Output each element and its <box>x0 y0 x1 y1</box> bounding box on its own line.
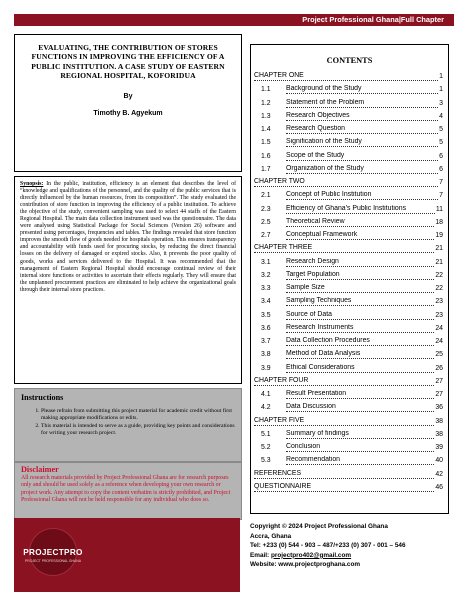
instructions-box <box>14 388 242 462</box>
toc-entry-label: Scope of the Study <box>286 152 438 161</box>
logo-text: PROJECTPRO <box>23 548 83 557</box>
toc-section-entry[interactable] <box>251 229 448 242</box>
toc-entry-number: 2.7 <box>261 232 271 240</box>
toc-entry-number: 3.1 <box>261 258 271 266</box>
toc-section-entry[interactable] <box>251 269 448 282</box>
toc-entry-label: REFERENCES <box>254 470 434 479</box>
toc-entry-page: 7 <box>439 192 443 200</box>
website-text[interactable]: Website: www.projectproghana.com <box>250 561 361 569</box>
toc-entry-number: 4.1 <box>261 391 271 399</box>
toc-entry-page: 5 <box>439 139 443 147</box>
logo-subtext: PROJECT PROFESSIONAL GHANA <box>25 559 81 563</box>
toc-section-entry[interactable] <box>251 309 448 322</box>
toc-entry-number: 1.3 <box>261 112 271 120</box>
project-title: EVALUATING, THE CONTRIBUTION OF STORES FUNCTIONS IN IMPROVING THE EFFICIENCY OF A PUBLIC INSTITUTION. A CASE STUDY OF EASTERN REGIONAL HOSPITAL, KOFORIDUA <box>31 43 225 81</box>
toc-chapter-entry[interactable] <box>251 415 448 428</box>
toc-entry-page: 21 <box>435 245 443 253</box>
toc-section-entry[interactable] <box>251 136 448 149</box>
toc-entry-number: 5.1 <box>261 430 271 438</box>
toc-entry-number: 1.5 <box>261 139 271 147</box>
toc-section-entry[interactable] <box>251 216 448 229</box>
toc-entry-page: 6 <box>439 152 443 160</box>
brand-logo <box>14 518 240 592</box>
toc-entry-number: 4.2 <box>261 404 271 412</box>
toc-entry-number: 3.2 <box>261 271 271 279</box>
toc-entry-label: Organization of the Study <box>286 165 438 174</box>
toc-entry-label: Source of Data <box>286 311 434 320</box>
toc-section-entry[interactable] <box>251 203 448 216</box>
toc-entry-number: 3.3 <box>261 285 271 293</box>
toc-section-entry[interactable] <box>251 83 448 96</box>
toc-entry-number: 3.4 <box>261 298 271 306</box>
synopsis-box <box>14 176 242 384</box>
toc-entry-page: 23 <box>435 311 443 319</box>
synopsis-text: In the public, institution, efficiency is an element that describes the level of “knowledge and qualifications of the personnel, and the quality of the public services that is directly influenced by the human resources, from its composition”. The study evaluated the contribution of store function in improving the efficiency of a public institution. To achieve the objective of the study, convenient sampling was used to select 44 staffs of the Eastern Regional Hospital. The main data collection instrument used was the questionnaire. The data were analysed using Statistical Package for Social Sciences (Version 26) software and presented using percentages, frequencies and tables. The findings revealed that store function improves the smooth flow of goods needed for hospitals operation. This ensures transparency and accountability with funds used for procuring stocks, by reducing the direct financial losses on the delivery of damaged or expired stocks. Also, it prevents the poor quality of goods, works and services delivered to the Hospital. It was recommended that the management of Eastern Regional Hospital should encourage continual review of their internal store functions or activities to ascertain their effects regularly. They will ensure that the unplanned procurement practices are eliminated to help achieve the organizational goals through their internal store practices. <box>20 181 236 293</box>
toc-entry-number: 2.3 <box>261 205 271 213</box>
toc-list <box>251 70 448 494</box>
disclaimer-heading: Disclaimer <box>21 465 59 474</box>
toc-section-entry[interactable] <box>251 428 448 441</box>
toc-entry-number: 2.5 <box>261 218 271 226</box>
by-label: By <box>123 92 133 100</box>
toc-section-entry[interactable] <box>251 97 448 110</box>
toc-entry-label: Signification of the Study <box>286 138 438 147</box>
toc-entry-number: 3.5 <box>261 311 271 319</box>
toc-entry-number: 5.3 <box>261 457 271 465</box>
toc-chapter-entry[interactable] <box>251 176 448 189</box>
toc-chapter-entry[interactable] <box>251 242 448 255</box>
toc-entry-number: 1.1 <box>261 86 271 94</box>
toc-entry-number: 1.7 <box>261 165 271 173</box>
toc-entry-label: Research Question <box>286 125 438 134</box>
toc-entry-page: 27 <box>435 377 443 385</box>
toc-entry-label: Research Objectives <box>286 112 438 121</box>
toc-entry-number: 5.2 <box>261 444 271 452</box>
toc-entry-page: 18 <box>435 218 443 226</box>
header-bar <box>14 14 454 26</box>
toc-section-entry[interactable] <box>251 441 448 454</box>
toc-entry-page: 27 <box>435 391 443 399</box>
instructions-heading: Instructions <box>21 393 64 402</box>
toc-section-entry[interactable] <box>251 150 448 163</box>
toc-entry-label: Data Discussion <box>286 403 434 412</box>
toc-section-entry[interactable] <box>251 335 448 348</box>
toc-entry-label: Sample Size <box>286 284 434 293</box>
toc-entry-label: Efficiency of Ghana’s Public Institutions <box>286 205 435 214</box>
contents-heading: CONTENTS <box>326 56 373 65</box>
toc-entry-number: 3.7 <box>261 338 271 346</box>
toc-entry-label: QUESTIONNAIRE <box>254 483 434 492</box>
toc-entry-label: Research Instruments <box>286 324 434 333</box>
toc-entry-label: Conclusion <box>286 443 434 452</box>
location-text: Accra, Ghana <box>250 532 292 540</box>
toc-entry-number: 1.4 <box>261 126 271 134</box>
toc-section-entry[interactable] <box>251 388 448 401</box>
toc-entry-page: 4 <box>439 112 443 120</box>
toc-entry-label: Method of Data Analysis <box>286 350 434 359</box>
toc-entry-page: 38 <box>435 430 443 438</box>
header-text: Project Professional Ghana|Full Chapter <box>302 15 444 24</box>
toc-entry-label: Sampling Techniques <box>286 297 434 306</box>
phone-text: Tel: +233 (0) 544 - 903 – 487/+233 (0) 307 - 001 – 546 <box>250 542 406 550</box>
toc-entry-label: Recommendation <box>286 456 434 465</box>
toc-section-entry[interactable] <box>251 163 448 176</box>
toc-entry-label: CHAPTER TWO <box>254 178 438 187</box>
title-box <box>14 34 242 172</box>
toc-chapter-entry[interactable] <box>251 375 448 388</box>
toc-section-entry[interactable] <box>251 189 448 202</box>
toc-section-entry[interactable] <box>251 110 448 123</box>
toc-entry-label: Conceptual Framework <box>286 231 434 240</box>
toc-entry-page: 22 <box>435 271 443 279</box>
toc-entry-page: 1 <box>439 86 443 94</box>
toc-entry-page: 7 <box>439 179 443 187</box>
toc-entry-page: 25 <box>435 351 443 359</box>
toc-section-entry[interactable] <box>251 362 448 375</box>
toc-entry-number: 2.1 <box>261 192 271 200</box>
toc-entry-label: CHAPTER FOUR <box>254 377 434 386</box>
toc-entry-page: 26 <box>435 364 443 372</box>
toc-chapter-entry[interactable] <box>251 481 448 494</box>
toc-entry-page: 40 <box>435 457 443 465</box>
toc-section-entry[interactable] <box>251 256 448 269</box>
toc-chapter-entry[interactable] <box>251 70 448 83</box>
table-of-contents <box>250 44 449 514</box>
toc-section-entry[interactable] <box>251 322 448 335</box>
toc-entry-page: 38 <box>435 417 443 425</box>
toc-entry-page: 3 <box>439 99 443 107</box>
toc-entry-label: CHAPTER FIVE <box>254 417 434 426</box>
disclaimer-text: All research materials provided by Project Professional Ghana are for research purposes only and should be used solely as a reference when developing your own research or project work. Any attempt to copy the content verbatim is strictly prohibited, and Project Professional Ghana will not be held responsible for any individual who does so. <box>21 475 231 503</box>
toc-entry-page: 24 <box>435 338 443 346</box>
toc-entry-page: 23 <box>435 298 443 306</box>
toc-entry-page: 36 <box>435 404 443 412</box>
toc-entry-label: Statement of the Problem <box>286 99 438 108</box>
instructions-list <box>21 408 235 437</box>
toc-entry-page: 21 <box>435 258 443 266</box>
toc-entry-number: 1.6 <box>261 152 271 160</box>
contact-info <box>250 522 460 570</box>
toc-entry-page: 19 <box>435 232 443 240</box>
toc-entry-label: Research Design <box>286 258 434 267</box>
toc-entry-label: Background of the Study <box>286 85 438 94</box>
toc-section-entry[interactable] <box>251 348 448 361</box>
toc-entry-label: CHAPTER THREE <box>254 244 434 253</box>
synopsis-label: Synopsis: <box>20 181 44 187</box>
email-label: Email: <box>250 551 271 559</box>
toc-section-entry[interactable] <box>251 454 448 467</box>
toc-entry-label: Ethical Considerations <box>286 364 434 373</box>
instruction-item: 1. Please refrain from submitting this project material for academic credit without first making appropriate modifications or edits. <box>41 408 235 422</box>
toc-section-entry[interactable] <box>251 295 448 308</box>
toc-entry-label: Data Collection Procedures <box>286 337 434 346</box>
toc-entry-page: 46 <box>435 483 443 491</box>
toc-section-entry[interactable] <box>251 123 448 136</box>
toc-section-entry[interactable] <box>251 401 448 414</box>
toc-entry-page: 11 <box>435 205 443 213</box>
toc-entry-page: 22 <box>435 285 443 293</box>
email-line <box>250 551 460 561</box>
author-name: Timothy B. Agyekum <box>93 109 163 117</box>
toc-entry-label: Summary of findings <box>286 430 434 439</box>
toc-entry-label: CHAPTER ONE <box>254 72 438 81</box>
toc-entry-page: 42 <box>435 470 443 478</box>
toc-entry-number: 3.9 <box>261 364 271 372</box>
toc-entry-label: Theoretical Review <box>286 218 434 227</box>
toc-section-entry[interactable] <box>251 282 448 295</box>
toc-entry-number: 3.6 <box>261 324 271 332</box>
toc-chapter-entry[interactable] <box>251 468 448 481</box>
toc-entry-label: Target Population <box>286 271 434 280</box>
toc-entry-page: 39 <box>435 444 443 452</box>
toc-entry-page: 6 <box>439 165 443 173</box>
toc-entry-label: Result Presentation <box>286 390 434 399</box>
toc-entry-number: 3.8 <box>261 351 271 359</box>
email-link[interactable]: projectpro402@gmail.com <box>270 551 352 559</box>
toc-entry-label: Concept of Public Institution <box>286 191 438 200</box>
toc-entry-page: 5 <box>439 126 443 134</box>
toc-entry-number: 1.2 <box>261 99 271 107</box>
instruction-item: 2. This material is intended to serve as a guide, providing key points and considerations for writing your research project. <box>41 423 235 437</box>
copyright-text: Copyright © 2024 Project Professional Ghana <box>250 523 388 530</box>
toc-entry-page: 1 <box>439 73 443 81</box>
toc-entry-page: 24 <box>435 324 443 332</box>
disclaimer-box <box>14 462 242 520</box>
footer <box>14 516 454 592</box>
